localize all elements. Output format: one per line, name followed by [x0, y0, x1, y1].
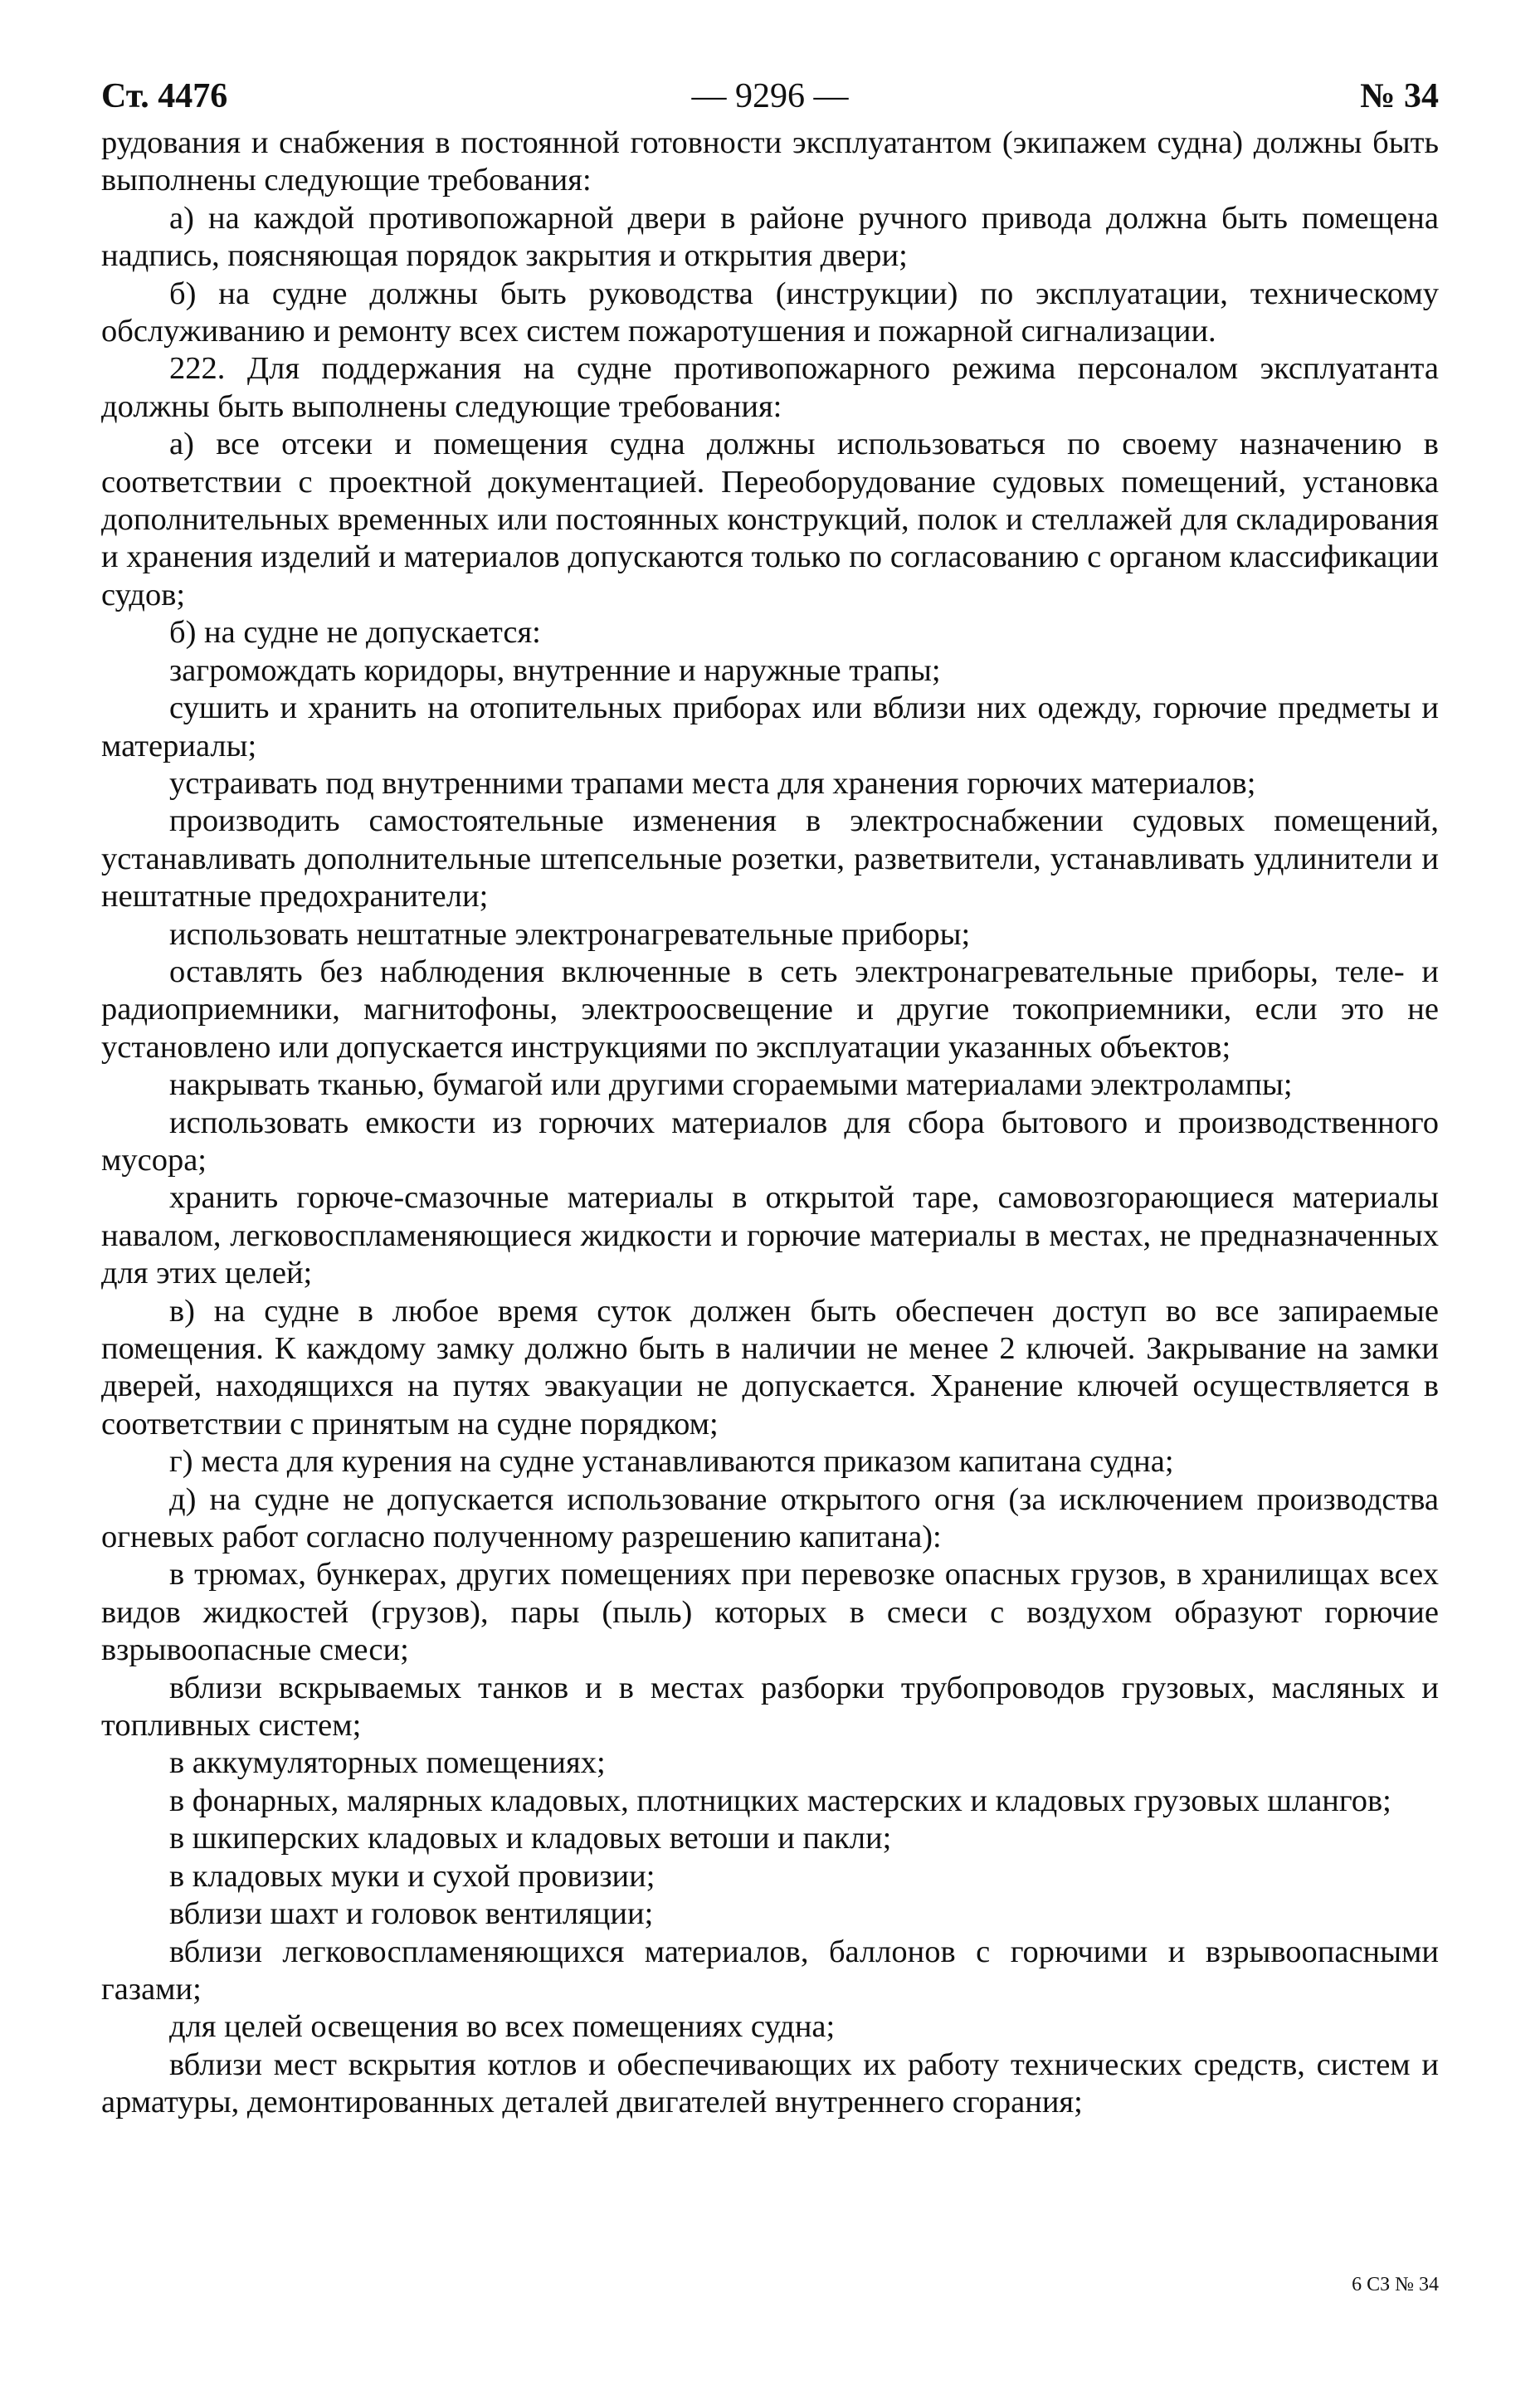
- paragraph: в кладовых муки и сухой провизии;: [169, 1858, 655, 1894]
- paragraph: вблизи легковоспламеняющихся материалов, баллонов с горючими и взрывоопасными газами;: [101, 1934, 1439, 2007]
- paragraph: вблизи шахт и головок вентиляции;: [169, 1896, 654, 1932]
- paragraph: д) на судне не допускается использование открытого огня (за исключением производства огневых работ согласно полученному разрешению капитана):: [101, 1481, 1439, 1555]
- printer-signature: 6 СЗ № 34: [1352, 2274, 1439, 2295]
- paragraph: в аккумуляторных помещениях;: [169, 1745, 606, 1781]
- paragraph: 222. Для поддержания на судне противопожарного режима персоналом эксплуатанта должны быть выполнены следующие требования:: [101, 351, 1439, 424]
- paragraph: рудования и снабжения в постоянной готовности эксплуатантом (экипажем судна) должны быть выполнены следующие требования:: [101, 125, 1439, 198]
- paragraph: г) места для курения на судне устанавливаются приказом капитана судна;: [169, 1444, 1174, 1480]
- document-page: [101, 68, 1439, 2122]
- paragraph: в шкиперских кладовых и кладовых ветоши и пакли;: [169, 1821, 892, 1856]
- paragraph: а) все отсеки и помещения судна должны использоваться по своему назначению в соответствии с проектной документацией. Переоборудование судовых помещений, установка дополнительных временных или постоянных конструкций, полок и стеллажей для складирования и хранения изделий и материалов допускаются только по согласованию с органом классификации судов;: [101, 427, 1439, 612]
- paragraph: б) на судне должны быть руководства (инструкции) по эксплуатации, техническому обслуживанию и ремонту всех систем пожаротушения и пожарной сигнализации.: [101, 276, 1439, 349]
- paragraph: в фонарных, малярных кладовых, плотницких мастерских и кладовых грузовых шлангов;: [169, 1783, 1391, 1818]
- article-number: Ст. 4476: [101, 77, 228, 115]
- paragraph: оставлять без наблюдения включенные в сеть электронагревательные приборы, теле- и радиоприемники, магнитофоны, электроосвещение и другие токоприемники, если это не установлено или допускается инструкциями по эксплуатации указанных объектов;: [101, 954, 1439, 1065]
- document-body: [101, 124, 1439, 2122]
- page-number: — 9296 —: [691, 77, 849, 115]
- paragraph: в) на судне в любое время суток должен быть обеспечен доступ во все запираемые помещения. К каждому замку должно быть в наличии не менее 2 ключей. Закрывание на замки дверей, находящихся на путях эвакуации не допускается. Хранение ключей осуществляется в соответствии с принятым на судне порядком;: [101, 1293, 1439, 1441]
- paragraph: устраивать под внутренними трапами места для хранения горючих материалов;: [169, 765, 1256, 801]
- paragraph: вблизи мест вскрытия котлов и обеспечивающих их работу технических средств, систем и арматуры, демонтированных деталей двигателей внутреннего сгорания;: [101, 2046, 1439, 2120]
- paragraph: вблизи вскрываемых танков и в местах разборки трубопроводов грузовых, масляных и топливных систем;: [101, 1670, 1439, 1744]
- paragraph: хранить горюче-смазочные материалы в открытой таре, самовозгорающиеся материалы навалом, легковоспламеняющиеся жидкости и горючие материалы в местах, не предназначенных для этих целей;: [101, 1180, 1439, 1291]
- paragraph: использовать нештатные электронагревательные приборы;: [169, 916, 971, 952]
- issue-number: № 34: [1360, 77, 1439, 115]
- paragraph: б) на судне не допускается:: [169, 615, 541, 651]
- paragraph: использовать емкости из горючих материалов для сбора бытового и производственного мусора;: [101, 1105, 1439, 1178]
- paragraph: для целей освещения во всех помещениях судна;: [169, 2009, 836, 2045]
- paragraph: загромождать коридоры, внутренние и наружные трапы;: [169, 652, 941, 688]
- paragraph: в трюмах, бункерах, других помещениях при перевозке опасных грузов, в хранилищах всех видов жидкостей (грузов), пары (пыль) которых в смеси с воздухом образуют горючие взрывоопасные смеси;: [101, 1557, 1439, 1668]
- paragraph: а) на каждой противопожарной двери в районе ручного привода должна быть помещена надпись, поясняющая порядок закрытия и открытия двери;: [101, 200, 1439, 274]
- paragraph: накрывать тканью, бумагой или другими сгораемыми материалами электролампы;: [169, 1067, 1293, 1103]
- page-header: [101, 68, 1439, 124]
- paragraph: сушить и хранить на отопительных приборах или вблизи них одежду, горючие предметы и материалы;: [101, 690, 1439, 763]
- paragraph: производить самостоятельные изменения в электроснабжении судовых помещений, устанавливать дополнительные штепсельные розетки, разветвители, устанавливать удлинители и нештатные предохранители;: [101, 803, 1439, 915]
